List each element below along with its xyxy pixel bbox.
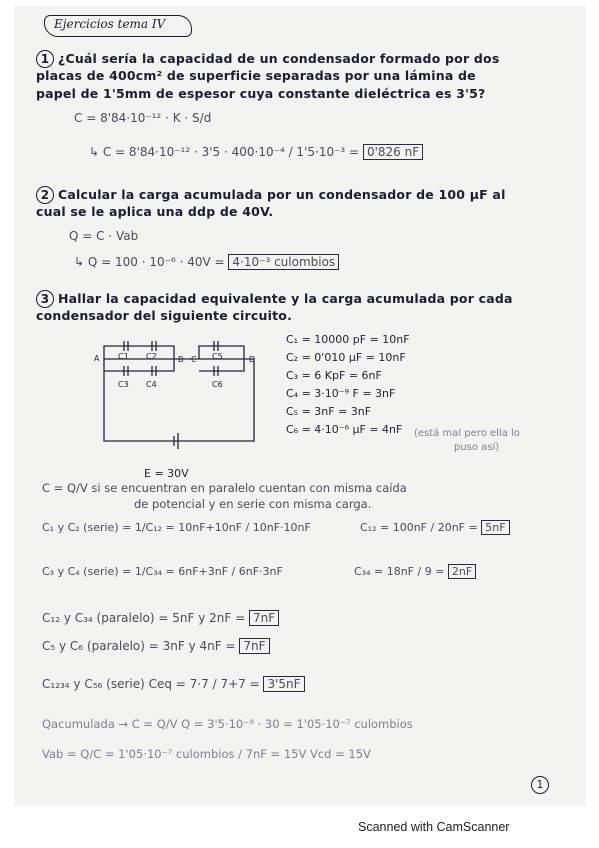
- problem-2-line-1: 2 Calcular la carga acumulada por un condensador de 100 µF al: [36, 186, 506, 204]
- circuit-diagram: [94, 341, 274, 465]
- c4-label: C4: [146, 380, 157, 389]
- value-c1: C₁ = 10000 pF = 10nF: [286, 333, 410, 346]
- c1234-answer: 7nF: [249, 610, 279, 626]
- accumulated-charge: Qacumulada → C = Q/V Q = 3'5·10⁻⁹ · 30 = 1'05·10⁻⁷ culombios: [42, 717, 413, 731]
- value-c6: C₆ = 4·10⁻⁶ µF = 4nF: [286, 423, 403, 436]
- value-c4: C₄ = 3·10⁻⁹ F = 3nF: [286, 387, 396, 400]
- series-c34-result: C₃₄ = 18nF / 9 = 2nF: [354, 564, 476, 580]
- explanation-line-2: de potencial y en serie con misma carga.: [134, 497, 372, 511]
- node-a-label: A: [94, 354, 100, 363]
- c3-label: C3: [118, 380, 129, 389]
- problem-3-number: 3: [36, 290, 54, 308]
- scanner-watermark: Scanned with CamScanner: [358, 820, 510, 834]
- series-c12-result: C₁₂ = 100nF / 20nF = 5nF: [360, 520, 510, 536]
- problem-1-line-1: 1 ¿Cuál sería la capacidad de un condensador formado por dos: [36, 50, 499, 68]
- problem-2-answer: 4·10⁻³ culombios: [228, 254, 339, 270]
- ceq-answer: 3'5nF: [263, 676, 304, 692]
- problem-1-formula: C = 8'84·10⁻¹² · K · S/d: [74, 111, 212, 125]
- problem-2-line-2: cual se le aplica una ddp de 40V.: [36, 204, 274, 219]
- node-d-label: D: [249, 355, 256, 364]
- margin-note-1: (está mal pero ella lo: [414, 428, 520, 439]
- voltage-ab: Vab = Q/C = 1'05·10⁻⁷ culombios / 7nF = 15V Vcd = 15V: [42, 747, 371, 761]
- problem-2-number: 2: [36, 186, 54, 204]
- parallel-c5-c6: C₅ y C₆ (paralelo) = 3nF y 4nF = 7nF: [42, 638, 270, 654]
- node-c-label: C: [191, 355, 197, 364]
- equivalent-capacitance: C₁₂₃₄ y C₅₆ (serie) Ceq = 7·7 / 7+7 = 3'5nF: [42, 676, 305, 692]
- c1-label: C1: [118, 352, 129, 361]
- series-c3-c4: C₃ y C₄ (serie) = 1/C₃₄ = 6nF+3nF / 6nF·3nF: [42, 565, 283, 578]
- battery-label: E = 30V: [144, 467, 189, 480]
- page-number: 1: [531, 776, 549, 794]
- problem-2-formula: Q = C · Vab: [69, 229, 139, 243]
- c6-label: C6: [212, 380, 223, 389]
- capacitor-values: [286, 332, 410, 440]
- problem-1-answer: 0'826 nF: [363, 144, 423, 160]
- value-c5: C₅ = 3nF = 3nF: [286, 405, 372, 418]
- problem-3-line-2: condensador del siguiente circuito.: [36, 308, 293, 323]
- problem-1-line-2: placas de 400cm² de superficie separadas por una lámina de: [36, 68, 476, 83]
- c2-label: C2: [146, 352, 157, 361]
- value-c3: C₃ = 6 KpF = 6nF: [286, 369, 382, 382]
- page-title: Ejercicios tema IV: [54, 17, 166, 31]
- scanned-page: [14, 6, 586, 806]
- parallel-c12-c34: C₁₂ y C₃₄ (paralelo) = 5nF y 2nF = 7nF: [42, 610, 279, 626]
- problem-1-substitution: ↳ C = 8'84·10⁻¹² · 3'5 · 400·10⁻⁴ / 1'5·10⁻³ = 0'826 nF: [89, 144, 423, 160]
- series-c1-c2: C₁ y C₂ (serie) = 1/C₁₂ = 10nF+10nF / 10nF·10nF: [42, 521, 311, 534]
- problem-1-line-3: papel de 1'5mm de espesor cuya constante dieléctrica es 3'5?: [36, 86, 486, 101]
- problem-2-substitution: ↳ Q = 100 · 10⁻⁶ · 40V = 4·10⁻³ culombios: [74, 254, 339, 270]
- margin-note-2: puso así): [454, 442, 500, 453]
- explanation-line-1: C = Q/V si se encuentran en paralelo cuentan con misma caída: [42, 481, 407, 495]
- problem-3-line-1: 3 Hallar la capacidad equivalente y la carga acumulada por cada: [36, 290, 513, 308]
- c34-answer: 2nF: [448, 564, 476, 579]
- problem-1-number: 1: [36, 50, 54, 68]
- node-b-label: B: [178, 355, 184, 364]
- value-c2: C₂ = 0'010 µF = 10nF: [286, 351, 406, 364]
- c12-answer: 5nF: [481, 520, 509, 535]
- c56-answer: 7nF: [239, 638, 269, 654]
- c5-label: C5: [212, 352, 223, 361]
